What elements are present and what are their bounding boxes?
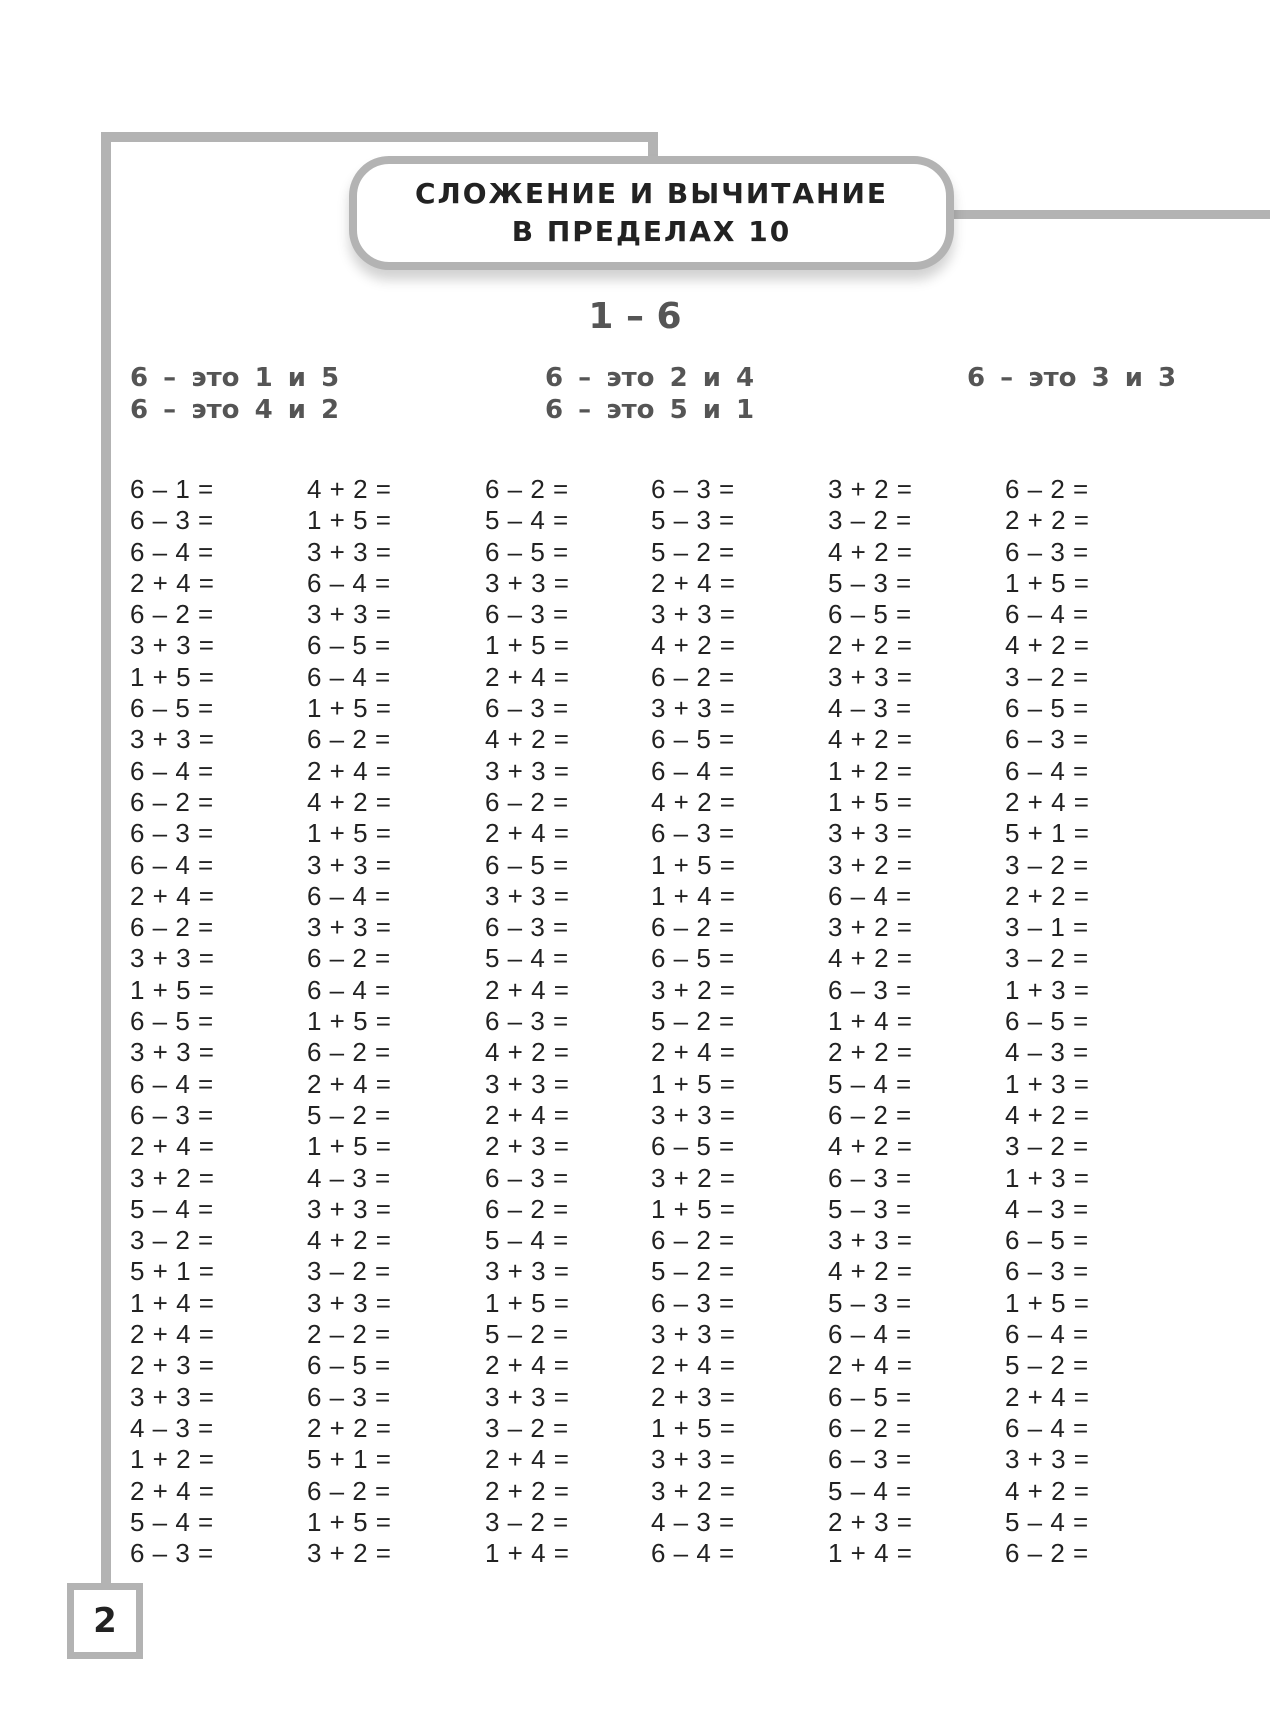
exercise: 5 – 2 = bbox=[651, 1256, 735, 1287]
exercise: 5 + 1 = bbox=[307, 1444, 391, 1475]
exercise: 3 – 2 = bbox=[828, 505, 912, 536]
number-range: 1 – 6 bbox=[588, 296, 682, 337]
exercise: 4 + 2 = bbox=[1005, 1099, 1089, 1130]
exercise: 6 – 3 = bbox=[485, 1162, 569, 1193]
exercise: 3 + 3 = bbox=[485, 1256, 569, 1287]
exercise: 4 + 2 = bbox=[485, 724, 569, 755]
exercise: 2 + 4 = bbox=[130, 1319, 214, 1350]
exercise: 1 + 4 = bbox=[485, 1538, 569, 1569]
exercise: 6 – 3 = bbox=[130, 1538, 214, 1569]
exercise-column-6 bbox=[1005, 474, 1089, 1569]
exercise: 3 + 3 = bbox=[651, 1099, 735, 1130]
exercise: 3 + 3 = bbox=[651, 1444, 735, 1475]
exercise: 5 + 1 = bbox=[130, 1256, 214, 1287]
exercise: 6 – 4 = bbox=[307, 974, 391, 1005]
exercise: 3 + 3 = bbox=[1005, 1444, 1089, 1475]
exercise: 6 – 4 = bbox=[307, 567, 391, 598]
exercise: 5 – 3 = bbox=[651, 505, 735, 536]
exercise: 6 – 4 = bbox=[1005, 1412, 1089, 1443]
exercise: 1 + 2 = bbox=[130, 1444, 214, 1475]
exercise: 6 – 3 = bbox=[1005, 1256, 1089, 1287]
exercise: 6 – 5 = bbox=[651, 724, 735, 755]
exercise: 6 – 3 = bbox=[130, 818, 214, 849]
exercise: 6 – 3 = bbox=[307, 1381, 391, 1412]
exercise: 1 + 4 = bbox=[828, 1538, 912, 1569]
exercise: 3 – 2 = bbox=[485, 1412, 569, 1443]
exercise: 2 + 2 = bbox=[307, 1412, 391, 1443]
exercise: 4 + 2 = bbox=[828, 943, 912, 974]
page-number-box bbox=[67, 1583, 143, 1659]
exercise: 4 + 2 = bbox=[828, 1131, 912, 1162]
exercise: 3 + 3 = bbox=[651, 693, 735, 724]
exercise: 4 + 2 = bbox=[828, 724, 912, 755]
exercise: 4 + 2 = bbox=[485, 1037, 569, 1068]
exercise: 2 + 4 = bbox=[130, 1475, 214, 1506]
title-line-1: СЛОЖЕНИЕ И ВЫЧИТАНИЕ bbox=[414, 177, 889, 210]
fact: 6 – это 5 и 1 bbox=[545, 395, 755, 425]
exercise: 2 + 4 = bbox=[307, 755, 391, 786]
exercise: 1 + 5 = bbox=[130, 974, 214, 1005]
exercise: 6 – 5 = bbox=[130, 1006, 214, 1037]
exercise: 6 – 4 = bbox=[651, 755, 735, 786]
frame-left-bar bbox=[101, 132, 111, 1592]
exercise: 5 – 4 = bbox=[828, 1475, 912, 1506]
exercise: 6 – 5 = bbox=[1005, 693, 1089, 724]
exercise: 2 + 2 = bbox=[1005, 505, 1089, 536]
exercise: 6 – 3 = bbox=[130, 505, 214, 536]
exercise: 2 + 3 = bbox=[485, 1131, 569, 1162]
exercise: 3 + 2 = bbox=[828, 474, 912, 504]
exercise: 3 + 3 = bbox=[651, 1319, 735, 1350]
exercise-column-4 bbox=[651, 474, 735, 1569]
exercise: 3 – 2 = bbox=[130, 1225, 214, 1256]
exercise: 6 – 2 = bbox=[485, 474, 569, 504]
exercise: 1 + 5 = bbox=[130, 661, 214, 692]
exercise: 6 – 3 = bbox=[485, 599, 569, 630]
exercise: 5 – 4 = bbox=[485, 1225, 569, 1256]
exercise: 6 – 3 = bbox=[485, 1006, 569, 1037]
exercise: 2 + 3 = bbox=[130, 1350, 214, 1381]
exercise: 6 – 3 = bbox=[828, 1162, 912, 1193]
exercise: 2 + 3 = bbox=[828, 1506, 912, 1537]
exercise: 1 + 2 = bbox=[828, 755, 912, 786]
exercise: 5 – 2 = bbox=[651, 1006, 735, 1037]
exercise: 4 + 2 = bbox=[307, 474, 391, 504]
exercise: 1 + 5 = bbox=[307, 1131, 391, 1162]
exercise-column-1 bbox=[130, 474, 214, 1569]
exercise: 2 + 4 = bbox=[485, 1099, 569, 1130]
exercise: 2 – 2 = bbox=[307, 1319, 391, 1350]
exercise: 6 – 4 = bbox=[307, 880, 391, 911]
fact: 6 – это 1 и 5 bbox=[130, 363, 340, 393]
exercise: 5 – 4 = bbox=[130, 1506, 214, 1537]
exercise: 5 – 2 = bbox=[1005, 1350, 1089, 1381]
exercise: 1 + 5 = bbox=[307, 1006, 391, 1037]
fact: 6 – это 4 и 2 bbox=[130, 395, 340, 425]
exercise: 3 + 3 = bbox=[130, 943, 214, 974]
exercise: 6 – 2 = bbox=[307, 943, 391, 974]
exercise: 3 + 2 = bbox=[130, 1162, 214, 1193]
exercise: 3 – 2 = bbox=[1005, 1131, 1089, 1162]
exercise: 4 + 2 = bbox=[1005, 630, 1089, 661]
exercise: 3 + 3 = bbox=[651, 599, 735, 630]
exercise: 1 + 5 = bbox=[651, 1193, 735, 1224]
exercise: 6 – 2 = bbox=[1005, 474, 1089, 504]
exercise: 3 – 2 = bbox=[307, 1256, 391, 1287]
exercise: 2 + 4 = bbox=[130, 567, 214, 598]
exercise: 6 – 3 = bbox=[1005, 536, 1089, 567]
exercise: 1 + 5 = bbox=[307, 693, 391, 724]
exercise: 3 + 3 = bbox=[828, 1225, 912, 1256]
exercise: 6 – 2 = bbox=[130, 912, 214, 943]
exercise-column-2 bbox=[307, 474, 391, 1569]
exercise: 3 + 3 = bbox=[828, 818, 912, 849]
exercise: 6 – 4 = bbox=[130, 849, 214, 880]
exercise: 4 – 3 = bbox=[828, 693, 912, 724]
exercise: 6 – 5 = bbox=[1005, 1225, 1089, 1256]
exercise: 1 + 5 = bbox=[485, 630, 569, 661]
exercise: 6 – 4 = bbox=[651, 1538, 735, 1569]
exercise: 3 + 3 = bbox=[485, 1068, 569, 1099]
exercise: 1 + 5 = bbox=[651, 849, 735, 880]
exercise: 3 – 2 = bbox=[1005, 849, 1089, 880]
exercise: 1 + 5 = bbox=[1005, 567, 1089, 598]
exercise: 3 + 2 = bbox=[651, 1475, 735, 1506]
facts-column-1 bbox=[130, 362, 339, 426]
exercise: 4 + 2 = bbox=[651, 630, 735, 661]
exercise: 6 – 4 = bbox=[1005, 755, 1089, 786]
exercise: 6 – 5 = bbox=[130, 693, 214, 724]
exercise: 2 + 2 = bbox=[1005, 880, 1089, 911]
exercise: 6 – 2 = bbox=[130, 599, 214, 630]
exercise-column-3 bbox=[485, 474, 569, 1569]
exercise: 3 + 3 = bbox=[130, 724, 214, 755]
exercise: 6 – 2 = bbox=[307, 724, 391, 755]
exercise: 1 + 3 = bbox=[1005, 1162, 1089, 1193]
exercise: 6 – 5 = bbox=[828, 599, 912, 630]
exercise: 1 + 5 = bbox=[307, 505, 391, 536]
exercise: 6 – 5 = bbox=[307, 630, 391, 661]
exercise: 3 + 3 = bbox=[307, 1193, 391, 1224]
exercise: 4 – 3 = bbox=[1005, 1037, 1089, 1068]
exercise: 3 + 3 = bbox=[828, 661, 912, 692]
exercise: 6 – 4 = bbox=[130, 755, 214, 786]
exercise: 1 + 4 = bbox=[130, 1287, 214, 1318]
exercise: 2 + 4 = bbox=[651, 567, 735, 598]
exercise: 3 + 3 = bbox=[307, 1287, 391, 1318]
exercise: 3 + 2 = bbox=[307, 1538, 391, 1569]
exercise: 3 + 3 = bbox=[130, 630, 214, 661]
exercise: 6 – 2 = bbox=[828, 1412, 912, 1443]
exercise: 1 + 4 = bbox=[651, 880, 735, 911]
exercise: 2 + 4 = bbox=[651, 1037, 735, 1068]
exercise: 6 – 4 = bbox=[1005, 599, 1089, 630]
title-box bbox=[349, 156, 954, 270]
exercise: 3 + 3 = bbox=[130, 1381, 214, 1412]
exercise: 2 + 4 = bbox=[1005, 786, 1089, 817]
exercise: 6 – 3 = bbox=[130, 1099, 214, 1130]
exercise: 3 + 3 = bbox=[307, 599, 391, 630]
exercise: 2 + 4 = bbox=[130, 1131, 214, 1162]
exercise: 6 – 3 = bbox=[485, 912, 569, 943]
exercise: 6 – 3 = bbox=[651, 474, 735, 504]
fact: 6 – это 2 и 4 bbox=[545, 363, 755, 393]
exercise: 6 – 2 = bbox=[307, 1037, 391, 1068]
exercise: 2 + 4 = bbox=[130, 880, 214, 911]
exercise: 3 + 3 = bbox=[485, 755, 569, 786]
exercise: 5 – 4 = bbox=[485, 505, 569, 536]
exercise: 6 – 3 = bbox=[1005, 724, 1089, 755]
exercise: 5 – 2 = bbox=[485, 1319, 569, 1350]
exercise: 4 – 3 = bbox=[1005, 1193, 1089, 1224]
exercise: 4 + 2 = bbox=[1005, 1475, 1089, 1506]
exercise: 5 – 4 = bbox=[1005, 1506, 1089, 1537]
exercise: 2 + 4 = bbox=[828, 1350, 912, 1381]
exercise: 4 + 2 = bbox=[828, 536, 912, 567]
exercise: 6 – 2 = bbox=[307, 1475, 391, 1506]
exercise: 1 + 5 = bbox=[828, 786, 912, 817]
exercise: 6 – 4 = bbox=[1005, 1319, 1089, 1350]
exercise: 6 – 1 = bbox=[130, 474, 214, 504]
exercise: 5 – 2 = bbox=[651, 536, 735, 567]
exercise: 6 – 3 = bbox=[651, 1287, 735, 1318]
exercise: 2 + 4 = bbox=[1005, 1381, 1089, 1412]
page-number: 2 bbox=[93, 1601, 117, 1641]
exercise: 1 + 3 = bbox=[1005, 1068, 1089, 1099]
exercise: 4 – 3 = bbox=[651, 1506, 735, 1537]
exercise: 3 + 3 = bbox=[307, 849, 391, 880]
exercise: 6 – 4 = bbox=[130, 1068, 214, 1099]
exercise: 6 – 2 = bbox=[651, 661, 735, 692]
exercise: 4 + 2 = bbox=[307, 786, 391, 817]
exercise: 6 – 5 = bbox=[485, 849, 569, 880]
exercise: 4 – 3 = bbox=[307, 1162, 391, 1193]
fact: 6 – это 3 и 3 bbox=[967, 363, 1177, 393]
exercise: 3 + 2 = bbox=[651, 1162, 735, 1193]
exercise: 6 – 4 = bbox=[828, 880, 912, 911]
exercise: 4 + 2 = bbox=[828, 1256, 912, 1287]
exercise: 4 – 3 = bbox=[130, 1412, 214, 1443]
exercise: 2 + 3 = bbox=[651, 1381, 735, 1412]
exercise: 6 – 5 = bbox=[651, 1131, 735, 1162]
exercise: 2 + 4 = bbox=[485, 1444, 569, 1475]
exercise: 5 – 3 = bbox=[828, 1193, 912, 1224]
exercise: 2 + 4 = bbox=[485, 1350, 569, 1381]
exercise: 5 – 3 = bbox=[828, 567, 912, 598]
exercise: 6 – 2 = bbox=[651, 912, 735, 943]
exercise: 4 + 2 = bbox=[651, 786, 735, 817]
exercise: 6 – 5 = bbox=[307, 1350, 391, 1381]
exercise: 1 + 5 = bbox=[651, 1412, 735, 1443]
exercise: 6 – 5 = bbox=[1005, 1006, 1089, 1037]
exercise: 3 + 3 = bbox=[485, 567, 569, 598]
exercise: 6 – 2 = bbox=[130, 786, 214, 817]
exercise: 6 – 3 = bbox=[828, 1444, 912, 1475]
exercise: 3 + 2 = bbox=[651, 974, 735, 1005]
exercise: 6 – 4 = bbox=[307, 661, 391, 692]
exercise: 6 – 5 = bbox=[828, 1381, 912, 1412]
exercise: 6 – 2 = bbox=[485, 1193, 569, 1224]
frame-top-tick bbox=[648, 132, 658, 158]
exercise: 3 + 3 = bbox=[485, 1381, 569, 1412]
exercise: 1 + 5 = bbox=[485, 1287, 569, 1318]
exercise: 1 + 5 = bbox=[307, 1506, 391, 1537]
exercise: 5 – 4 = bbox=[828, 1068, 912, 1099]
exercise: 3 + 3 = bbox=[485, 880, 569, 911]
exercise: 2 + 4 = bbox=[485, 661, 569, 692]
exercise: 3 – 2 = bbox=[1005, 943, 1089, 974]
exercise: 3 – 1 = bbox=[1005, 912, 1089, 943]
exercise: 2 + 4 = bbox=[651, 1350, 735, 1381]
exercise: 6 – 5 = bbox=[651, 943, 735, 974]
exercise: 2 + 4 = bbox=[307, 1068, 391, 1099]
exercise: 6 – 2 = bbox=[485, 786, 569, 817]
exercise: 3 + 3 = bbox=[130, 1037, 214, 1068]
exercise: 5 – 2 = bbox=[307, 1099, 391, 1130]
exercise: 2 + 2 = bbox=[828, 630, 912, 661]
exercise: 6 – 2 = bbox=[1005, 1538, 1089, 1569]
exercise: 3 – 2 = bbox=[485, 1506, 569, 1537]
exercise: 3 – 2 = bbox=[1005, 661, 1089, 692]
exercise: 6 – 5 = bbox=[485, 536, 569, 567]
exercise: 1 + 4 = bbox=[828, 1006, 912, 1037]
exercise: 5 – 4 = bbox=[130, 1193, 214, 1224]
exercise: 3 + 2 = bbox=[828, 849, 912, 880]
exercise: 4 + 2 = bbox=[307, 1225, 391, 1256]
exercise-column-5 bbox=[828, 474, 912, 1569]
exercise: 2 + 2 = bbox=[828, 1037, 912, 1068]
exercise: 6 – 2 = bbox=[828, 1099, 912, 1130]
exercise: 3 + 2 = bbox=[828, 912, 912, 943]
exercise: 5 – 4 = bbox=[485, 943, 569, 974]
exercise: 2 + 4 = bbox=[485, 818, 569, 849]
exercise: 1 + 5 = bbox=[307, 818, 391, 849]
exercise: 6 – 4 = bbox=[828, 1319, 912, 1350]
exercise: 6 – 4 = bbox=[130, 536, 214, 567]
exercise: 6 – 2 = bbox=[651, 1225, 735, 1256]
exercise: 6 – 3 = bbox=[651, 818, 735, 849]
exercise: 1 + 3 = bbox=[1005, 974, 1089, 1005]
exercise: 2 + 2 = bbox=[485, 1475, 569, 1506]
exercise: 5 – 3 = bbox=[828, 1287, 912, 1318]
exercise: 1 + 5 = bbox=[1005, 1287, 1089, 1318]
exercise: 5 + 1 = bbox=[1005, 818, 1089, 849]
exercise: 6 – 3 = bbox=[828, 974, 912, 1005]
exercise: 3 + 3 = bbox=[307, 912, 391, 943]
frame-right-line bbox=[950, 210, 1270, 219]
facts-column-3 bbox=[967, 362, 1176, 394]
exercise: 1 + 5 = bbox=[651, 1068, 735, 1099]
exercise: 2 + 4 = bbox=[485, 974, 569, 1005]
title-line-2: В ПРЕДЕЛАХ 10 bbox=[511, 215, 792, 248]
exercise: 6 – 3 = bbox=[485, 693, 569, 724]
exercise: 3 + 3 = bbox=[307, 536, 391, 567]
facts-column-2 bbox=[545, 362, 754, 426]
frame-top-bar bbox=[101, 132, 658, 142]
